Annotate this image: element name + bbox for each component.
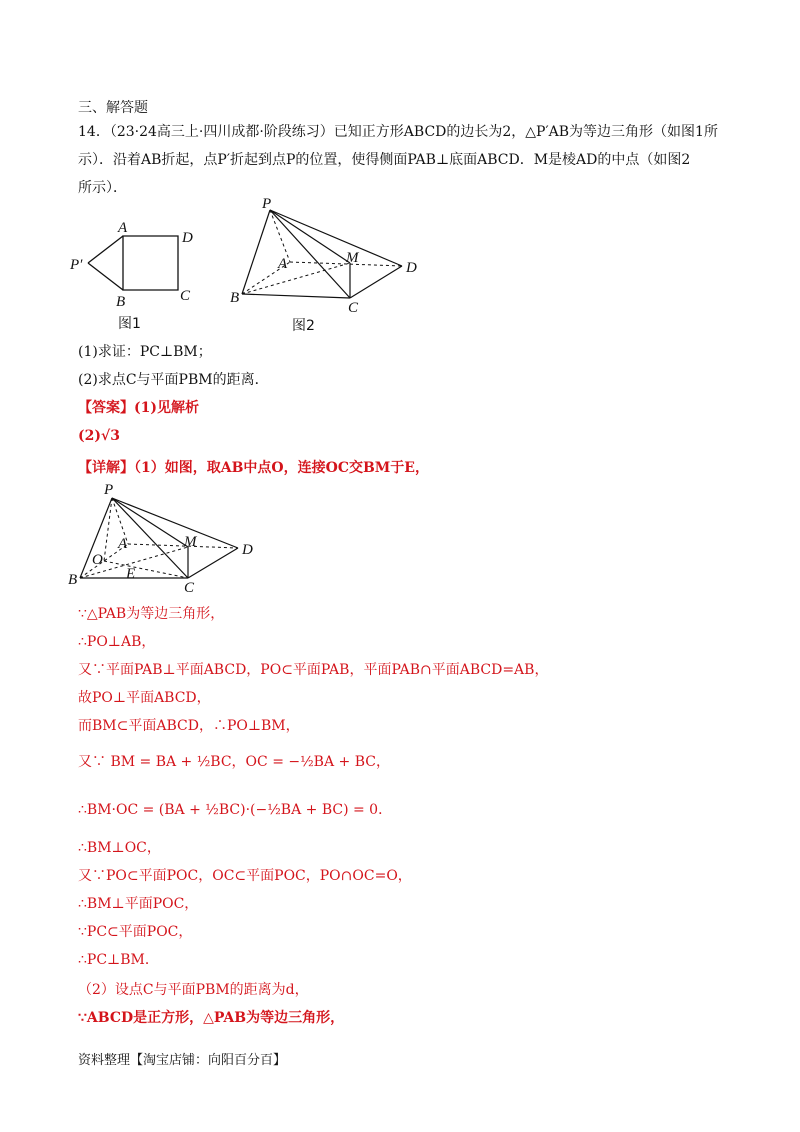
figure-1	[66, 212, 206, 334]
question-1: (1)求证：PC⊥BM；	[78, 344, 212, 360]
figure-3	[66, 480, 266, 600]
detail-step-2: ∴PO⊥AB，	[78, 634, 156, 650]
fig1-label-d: D	[182, 230, 193, 246]
fig2-label-a: A	[278, 256, 288, 272]
detail-step-9: 又∵PO⊂平面POC，OC⊂平面POC，PO∩OC=O，	[78, 868, 412, 884]
fig2-edge-pb	[242, 210, 270, 294]
fig1-label-p: P′	[70, 257, 83, 273]
fig2-label-c: C	[348, 300, 359, 316]
fig2-edge-bc	[242, 294, 350, 298]
fig1-label-b: B	[116, 294, 126, 310]
answer-part-2: (2)√3	[78, 428, 120, 444]
fig2-edge-pc	[270, 210, 350, 298]
fig3-label-a: A	[118, 536, 128, 552]
fig2-label-b: B	[230, 290, 240, 306]
fig3-edge-ad	[128, 544, 238, 548]
problem-line-1: 14．（23·24高三上·四川成都·阶段练习）已知正方形ABCD的边长为2，△P′AB为等边三角形（如图1所	[78, 124, 718, 140]
fig2-edge-pd	[270, 210, 402, 266]
problem-line-2: 示）．沿着AB折起，点P′折起到点P的位置，使得侧面PAB⊥底面ABCD．M是棱AD的中点（如图2	[78, 152, 691, 168]
section-title: 三、解答题	[78, 100, 148, 116]
fig2-edge-bm	[242, 263, 350, 294]
detail-step-14: ∵ABCD是正方形，△PAB为等边三角形，	[78, 1010, 345, 1026]
fig2-edge-cd	[350, 266, 402, 298]
fig2-caption: 图2	[292, 318, 315, 334]
fig1-label-a: A	[118, 220, 128, 236]
detail-step-5: 而BM⊂平面ABCD，∴PO⊥BM，	[78, 718, 300, 734]
fig1-square	[123, 236, 178, 290]
fig2-label-d: D	[406, 260, 417, 276]
detail-step-3: 又∵平面PAB⊥平面ABCD，PO⊂平面PAB，平面PAB∩平面ABCD=AB，	[78, 662, 549, 678]
detail-step-6-vectors: 又∵ BM = BA + ½BC，OC = −½BA + BC，	[78, 754, 390, 770]
fig1-edge-pa	[88, 236, 123, 263]
problem-line-3: 所示）．	[78, 180, 127, 196]
fig3-label-m: M	[184, 534, 197, 550]
fig3-edge-pd	[112, 498, 238, 548]
figure-2	[226, 194, 426, 334]
detail-step-11: ∵PC⊂平面POC，	[78, 924, 193, 940]
detail-step-13: （2）设点C与平面PBM的距离为d，	[78, 982, 309, 998]
detail-step-8: ∴BM⊥OC，	[78, 840, 161, 856]
answer-label: 【答案】(1)见解析	[78, 400, 199, 416]
question-2: (2)求点C与平面PBM的距离．	[78, 372, 269, 388]
fig3-edge-cd	[188, 548, 238, 578]
detail-step-7-dot-product: ∴BM·OC = (BA + ½BC)·(−½BA + BC) = 0．	[78, 802, 393, 818]
fig2-label-p: P	[262, 196, 272, 212]
fig2-label-m: M	[346, 250, 359, 266]
fig3-label-o: O	[92, 552, 103, 568]
fig3-label-p: P	[104, 482, 114, 498]
fig3-label-d: D	[242, 542, 253, 558]
detail-step-4: 故PO⊥平面ABCD，	[78, 690, 211, 706]
detail-step-1: ∵△PAB为等边三角形，	[78, 606, 225, 622]
detail-step-12: ∴PC⊥BM．	[78, 952, 159, 968]
fig3-label-e: E	[126, 566, 136, 582]
fig3-label-c: C	[184, 580, 195, 596]
fig3-label-b: B	[68, 572, 78, 588]
fig3-edge-oc	[104, 561, 188, 578]
fig1-caption: 图1	[118, 316, 141, 332]
fig1-edge-pb	[88, 263, 123, 290]
footer-source: 资料整理【淘宝店铺：向阳百分百】	[78, 1053, 287, 1068]
detail-intro: 【详解】（1）如图，取AB中点O，连接OC交BM于E，	[78, 460, 429, 476]
fig1-label-c: C	[180, 288, 191, 304]
detail-step-10: ∴BM⊥平面POC，	[78, 896, 199, 912]
